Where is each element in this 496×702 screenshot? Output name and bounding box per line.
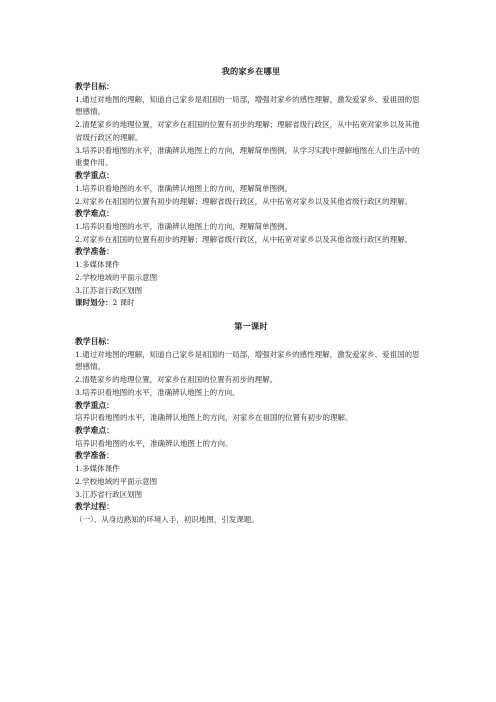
lesson-goal-item: 3.培养识看地图的水平，准确辨认地图上的方向。 (75, 388, 240, 398)
goal-item: 2.清楚家乡的地理位置，对家乡在祖国的位置有初步的理解；理解省级行政区，从中拓宽对家乡以及其他省级行政区的理解。 (75, 120, 420, 142)
focus-item: 1.培养识看地图的水平，准确辨认地图上的方向，理解简单图例。 (75, 183, 293, 193)
goals-heading: 教学目标： (75, 82, 114, 91)
lesson-focus-heading: 教学重点： (75, 400, 114, 410)
document-body (75, 66, 427, 527)
prep-item: 3.江苏省行政区划图 (75, 285, 143, 295)
goal-item: 1.通过对地图的理解，知道自己家乡是祖国的一局部，增强对家乡的感性理解，激发爱家乡、爱祖国的思想感情。 (75, 94, 420, 117)
prep-item: 1.多媒体课件 (75, 259, 120, 269)
lesson-process-heading: 教学过程： (75, 502, 114, 512)
focus-heading: 教学重点： (75, 171, 114, 181)
lesson-process-item: （一）、从身边熟知的环境入手，初识地图，引发课题。 (75, 514, 259, 524)
difficulty-item: 1.培养识看地图的水平，准确辨认地图上的方向，理解简单图例。 (75, 221, 293, 231)
document-title: 我的家乡在哪里 (221, 66, 281, 76)
prep-item: 2.学校地域的平面示意图 (75, 272, 158, 282)
difficulty-item: 2.对家乡在祖国的位置有初步的理解；理解省级行政区，从中拓宽对家乡以及其他省级行政区的理解。 (75, 234, 413, 244)
lesson-goal-item: 1.通过对地图的理解，知道自己家乡是祖国的一局部，增强对家乡的感性理解，激发爱家乡、爱祖国的思想感情。 (75, 349, 420, 372)
lesson-title: 第一课时 (234, 321, 268, 332)
difficulty-heading: 教学难点： (75, 209, 114, 219)
class-hours (75, 297, 427, 310)
lesson-focus-item: 培养识看地图的水平，准确辨认地图上的方向，对家乡在祖国的位置有初步的理解。 (75, 413, 353, 423)
focus-item: 2.对家乡在祖国的位置有初步的理解；理解省级行政区，从中拓宽对家乡以及其他省级行政区的理解。 (75, 196, 413, 206)
lesson-prep-item: 3.江苏省行政区划图 (75, 489, 143, 499)
lesson-difficulty-item: 培养识看地图的水平，准确辨认地图上的方向。 (75, 438, 233, 448)
lesson-prep-item: 2.学校地域的平面示意图 (75, 476, 158, 486)
lesson-goals-heading: 教学目标： (75, 337, 114, 347)
lesson-difficulty-heading: 教学难点： (75, 426, 114, 436)
goal-item: 3.培养识看地图的水平，准确辨认地图上的方向，理解简单图例，从学习实践中理解地图在人们生活中的重要作用。 (75, 145, 420, 168)
lesson-goal-item: 2.清楚家乡的地理位置，对家乡在祖国的位置有初步的理解。 (75, 375, 278, 385)
class-hours-value: 2 课时 (112, 298, 135, 308)
class-hours-label: 课时划分： (75, 298, 113, 308)
lesson-prep-item: 1.多媒体课件 (75, 463, 120, 473)
prep-heading: 教学准备： (75, 247, 114, 257)
lesson-prep-heading: 教学准备： (75, 451, 114, 461)
